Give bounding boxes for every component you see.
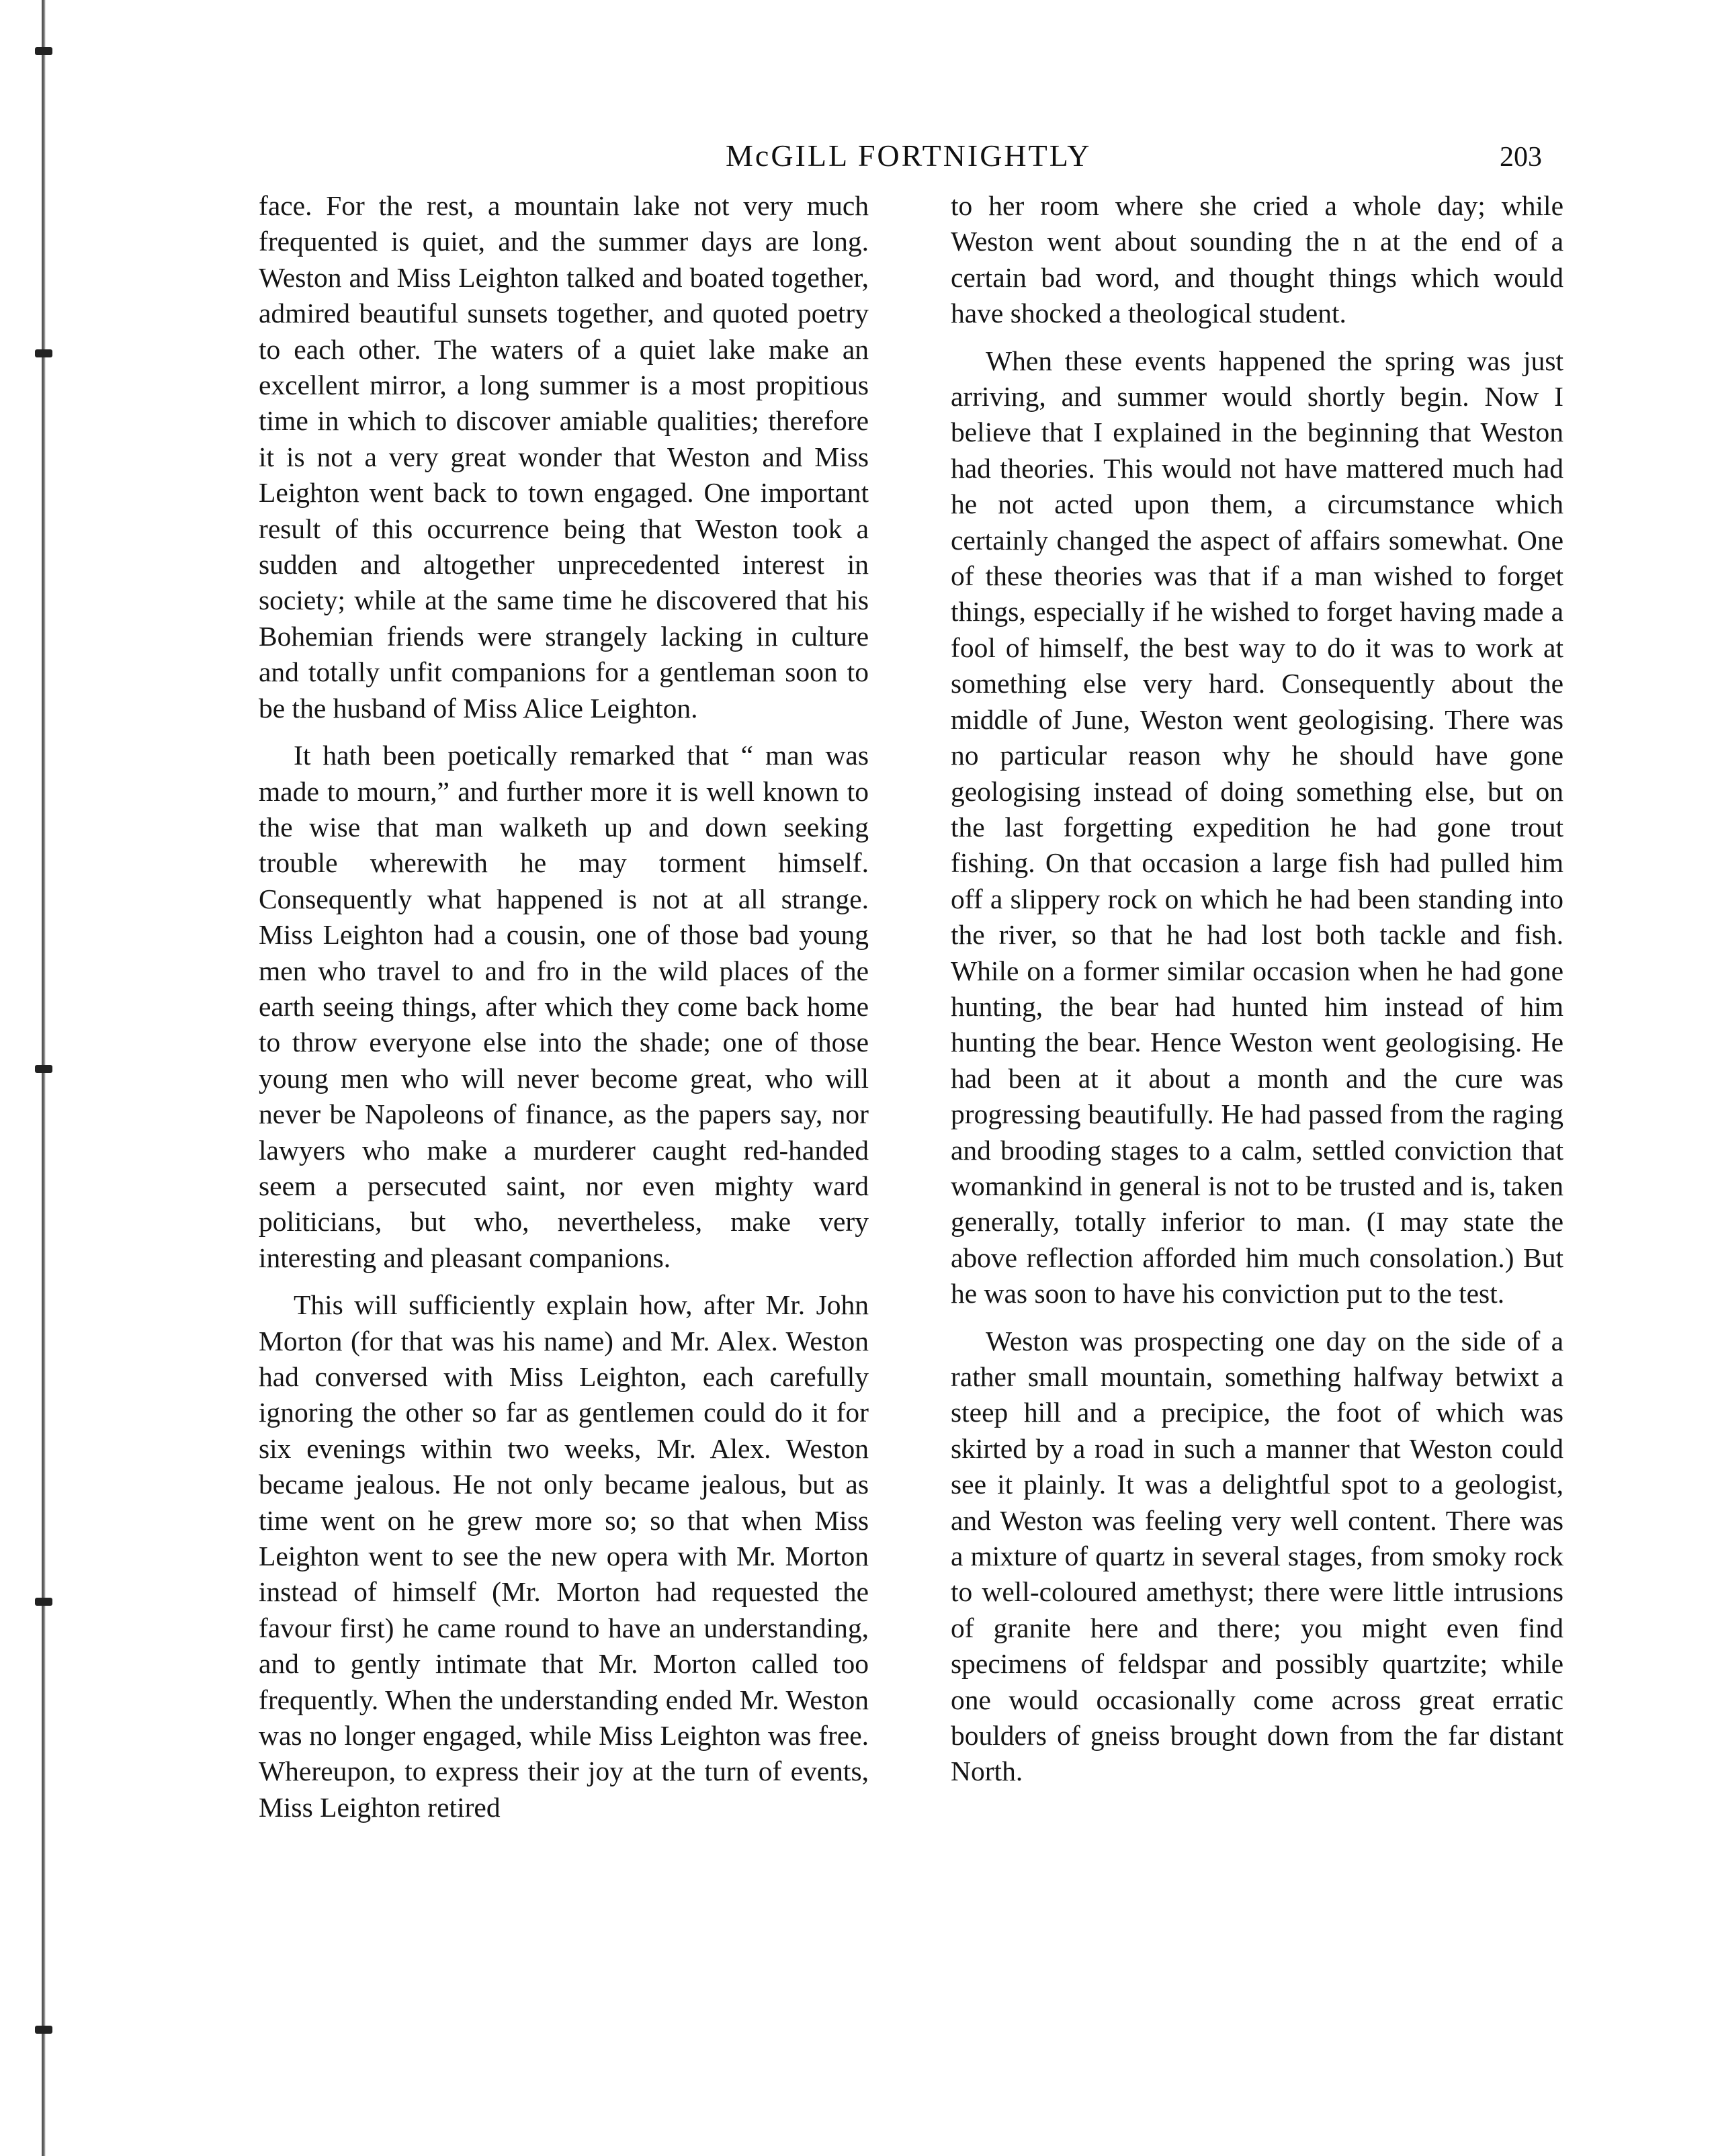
paragraph: Weston was prospecting one day on the side of a rather small mountain, something halfway betwixt a steep hill and a precipice, the foot of which was skirted by a road in such a manner that Weston could see it plainly. It was a delightful spot to a geologist, and Weston was feeling very well content. There was a mixture of quartz in several stages, from smoky rock to well-coloured amethyst; there were little intrusions of granite here and there; you might even find specimens of feldspar and possibly quartzite; while one would occasionally come across great erratic boulders of gneiss brought down from the far distant North. (951, 1325, 1563, 1787)
binding-mark (35, 1598, 52, 1606)
binding-mark (35, 1065, 52, 1073)
page-number: 203 (1500, 142, 1542, 173)
left-column (259, 188, 869, 1825)
binding-mark (35, 2026, 52, 2034)
binding-mark (35, 47, 52, 55)
paragraph: This will sufficiently explain how, after Mr. John Morton (for that was his name) and Mr. Alex. Weston had conversed with Miss Leighton, each carefully ignoring the other so far as gentlemen could do it for six evenings within two weeks, Mr. Alex. Weston became jealous. He not only became jealous, but as time went on he grew more so; so that when Miss Leighton went to see the new opera with Mr. Morton instead of himself (Mr. Morton had requested the favour first) he came round to have an understanding, and to gently intimate that Mr. Morton called too frequently. When the understanding ended Mr. Weston was no longer engaged, while Miss Leighton was free. Whereupon, to express their joy at the turn of events, Miss Leighton retired (259, 1289, 869, 1823)
paragraph: to her room where she cried a whole day; while Weston went about sounding the n at the end of a certain bad word, and thought things which would have shocked a theological student. (951, 190, 1563, 329)
paragraph: face. For the rest, a mountain lake not very much frequented is quiet, and the summer days are long. Weston and Miss Leighton talked and boated together, admired beautiful sunsets together, and quoted poetry to each other. The waters of a quiet lake make an excellent mirror, a long summer is a most propitious time in which to discover amiable qualities; therefore it is not a very great wonder that Weston and Miss Leighton went back to town engaged. One important result of this occurrence being that Weston took a sudden and altogether unprecedented interest in society; while at the same time he discovered that his Bohemian friends were strangely lacking in culture and totally unfit companions for a gentleman soon to be the husband of Miss Alice Leighton. (259, 190, 869, 724)
right-column (951, 188, 1563, 1790)
binding-mark (35, 349, 52, 357)
binding-edge (42, 0, 46, 2156)
paragraph: When these events happened the spring was just arriving, and summer would shortly begin. Now I believe that I explained in the beginning that Weston had theories. This would not have mattered much had he not acted upon them, a circumstance which certainly changed the aspect of affairs somewhat. One of these theories was that if a man wished to forget things, especially if he wished to forget having made a fool of himself, the best way to do it was to work at something else very hard. Consequently about the middle of June, Weston went geologising. There was no particular reason why he should have gone geologising instead of doing something else, but on the last forgetting expedition he had gone trout fishing. On that occasion a large fish had pulled him off a slippery rock on which he had been standing into the river, so that he had lost both tackle and fish. While on a former similar occasion when he had gone hunting, the bear had hunted him instead of him hunting the bear. Hence Weston went geologising. He had been at it about a month and the cure was progressing beautifully. He had passed from the raging and brooding stages to a calm, settled conviction that womankind in general is not to be trusted and is, taken generally, totally inferior to man. (I may state the above reflection afforded him much consolation.) But he was soon to have his conviction put to the test. (951, 345, 1563, 1309)
paragraph: It hath been poetically remarked that “ man was made to mourn,” and further more it is well known to the wise that man walketh up and down seeking trouble wherewith he may torment himself. Consequently what happened is not at all strange. Miss Leighton had a cousin, one of those bad young men who travel to and fro in the wild places of the earth seeing things, after which they come back home to throw everyone else into the shade; one of those young men who will never become great, who will never be Napoleons of finance, as the papers say, nor lawyers who make a murderer caught red-handed seem a persecuted saint, nor even mighty ward politicians, but who, nevertheless, make very interesting and pleasant companions. (259, 740, 869, 1273)
running-title: McGILL FORTNIGHTLY (726, 138, 1092, 173)
